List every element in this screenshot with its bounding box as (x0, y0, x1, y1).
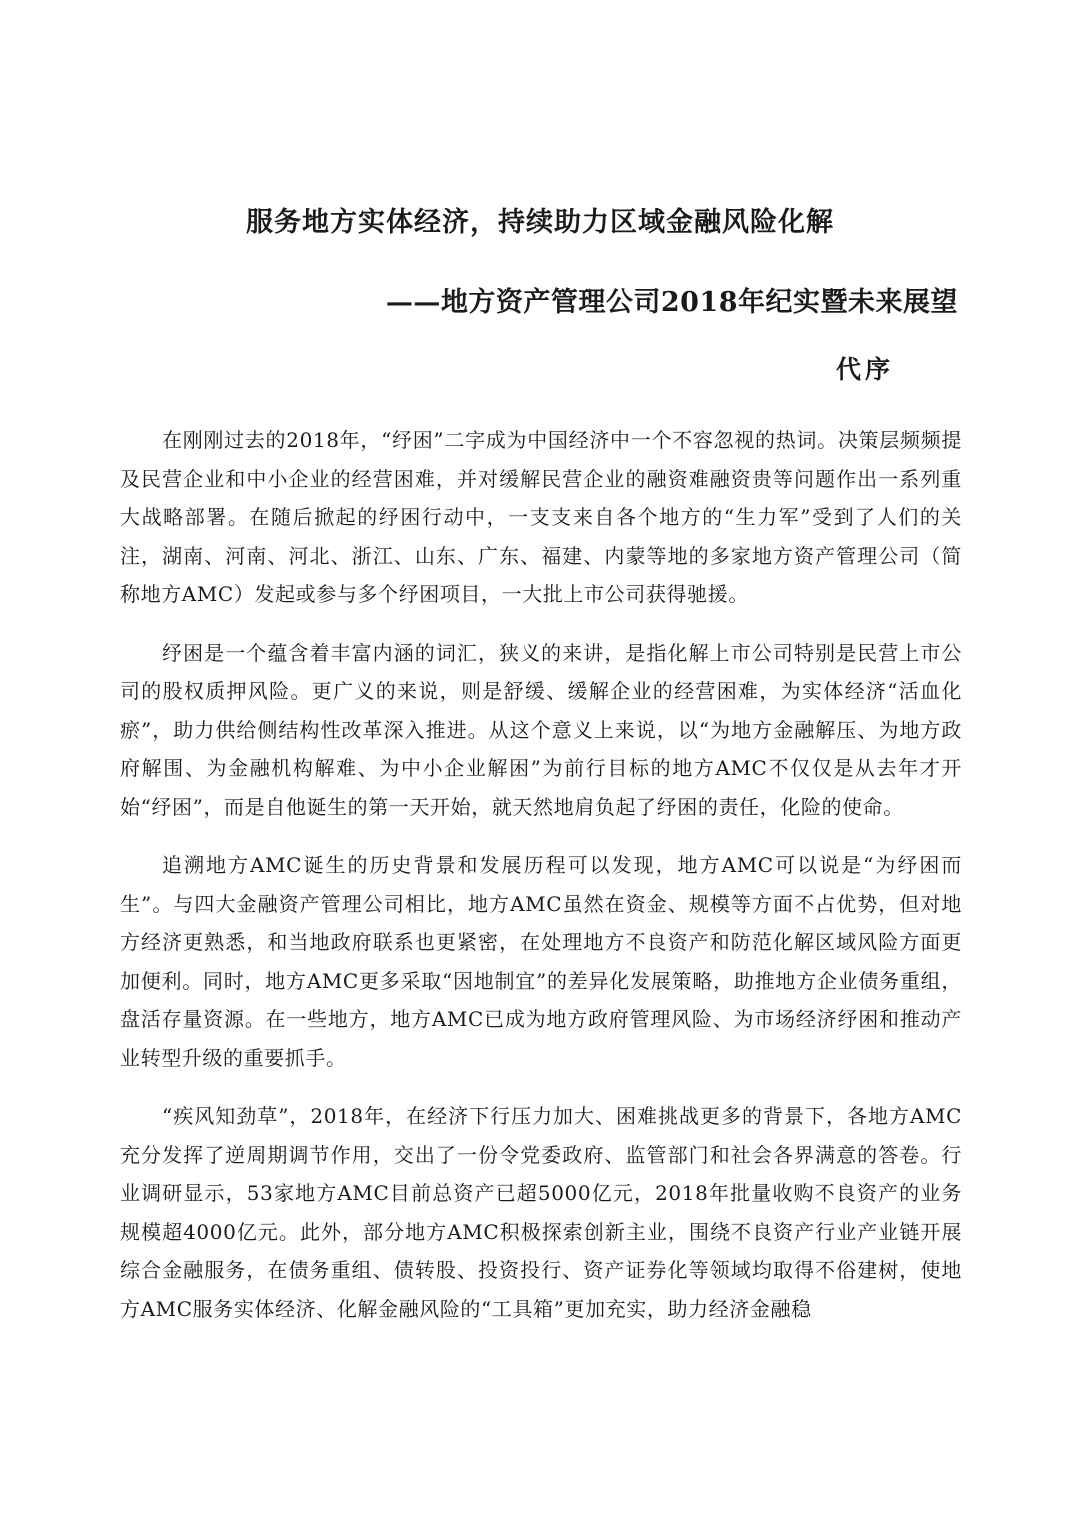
preface-heading: 代序 (836, 355, 895, 384)
paragraph-2: 纾困是一个蕴含着丰富内涵的词汇，狭义的来讲，是指化解上市公司特别是民营上市公司的股权质押风险。更广义的来说，则是舒缓、缓解企业的经营困难，为实体经济“活血化瘀”，助力供给侧结构性改革深入推进。从这个意义上来说，以“为地方金融解压、为地方政府解围、为金融机构解难、为中小企业解困”为前行目标的地方AMC不仅仅是从去年才开始“纾困”，而是自他诞生的第一天开始，就天然地肩负起了纾困的责任，化险的使命。 (120, 640, 962, 819)
body-text (120, 421, 962, 1348)
paragraph-4: “疾风知劲草”，2018年，在经济下行压力加大、困难挑战更多的背景下，各地方AMC充分发挥了逆周期调节作用，交出了一份令党委政府、监管部门和社会各界满意的答卷。行业调研显示，53家地方AMC目前总资产已超5000亿元，2018年批量收购不良资产的业务规模超4000亿元。此外，部分地方AMC积极探索创新主业，围绕不良资产行业产业链开展综合金融服务，在债务重组、债转股、投资投行、资产证券化等领域均取得不俗建树，使地方AMC服务实体经济、化解金融风险的“工具箱”更加充实，助力经济金融稳 (120, 1104, 962, 1321)
paragraph-1: 在刚刚过去的2018年，“纾困”二字成为中国经济中一个不容忽视的热词。决策层频频提及民营企业和中小企业的经营困难，并对缓解民营企业的融资难融资贵等问题作出一系列重大战略部署。在随后掀起的纾困行动中，一支支来自各个地方的“生力军”受到了人们的关注，湖南、河南、河北、浙江、山东、广东、福建、内蒙等地的多家地方资产管理公司（简称地方AMC）发起或参与多个纾困项目，一大批上市公司获得驰援。 (120, 428, 962, 606)
paragraph-3: 追溯地方AMC诞生的历史背景和发展历程可以发现，地方AMC可以说是“为纾困而生”。与四大金融资产管理公司相比，地方AMC虽然在资金、规模等方面不占优势，但对地方经济更熟悉，和当地政府联系也更紧密，在处理地方不良资产和防范化解区域风险方面更加便利。同时，地方AMC更多采取“因地制宜”的差异化发展策略，助推地方企业债务重组，盘活存量资源。在一些地方，地方AMC已成为地方政府管理风险、为市场经济纾困和推动产业转型升级的重要抓手。 (120, 853, 962, 1070)
document-title: 服务地方实体经济，持续助力区域金融风险化解 (246, 207, 834, 238)
document-subtitle: ——地方资产管理公司2018年纪实暨未来展望 (385, 287, 958, 318)
